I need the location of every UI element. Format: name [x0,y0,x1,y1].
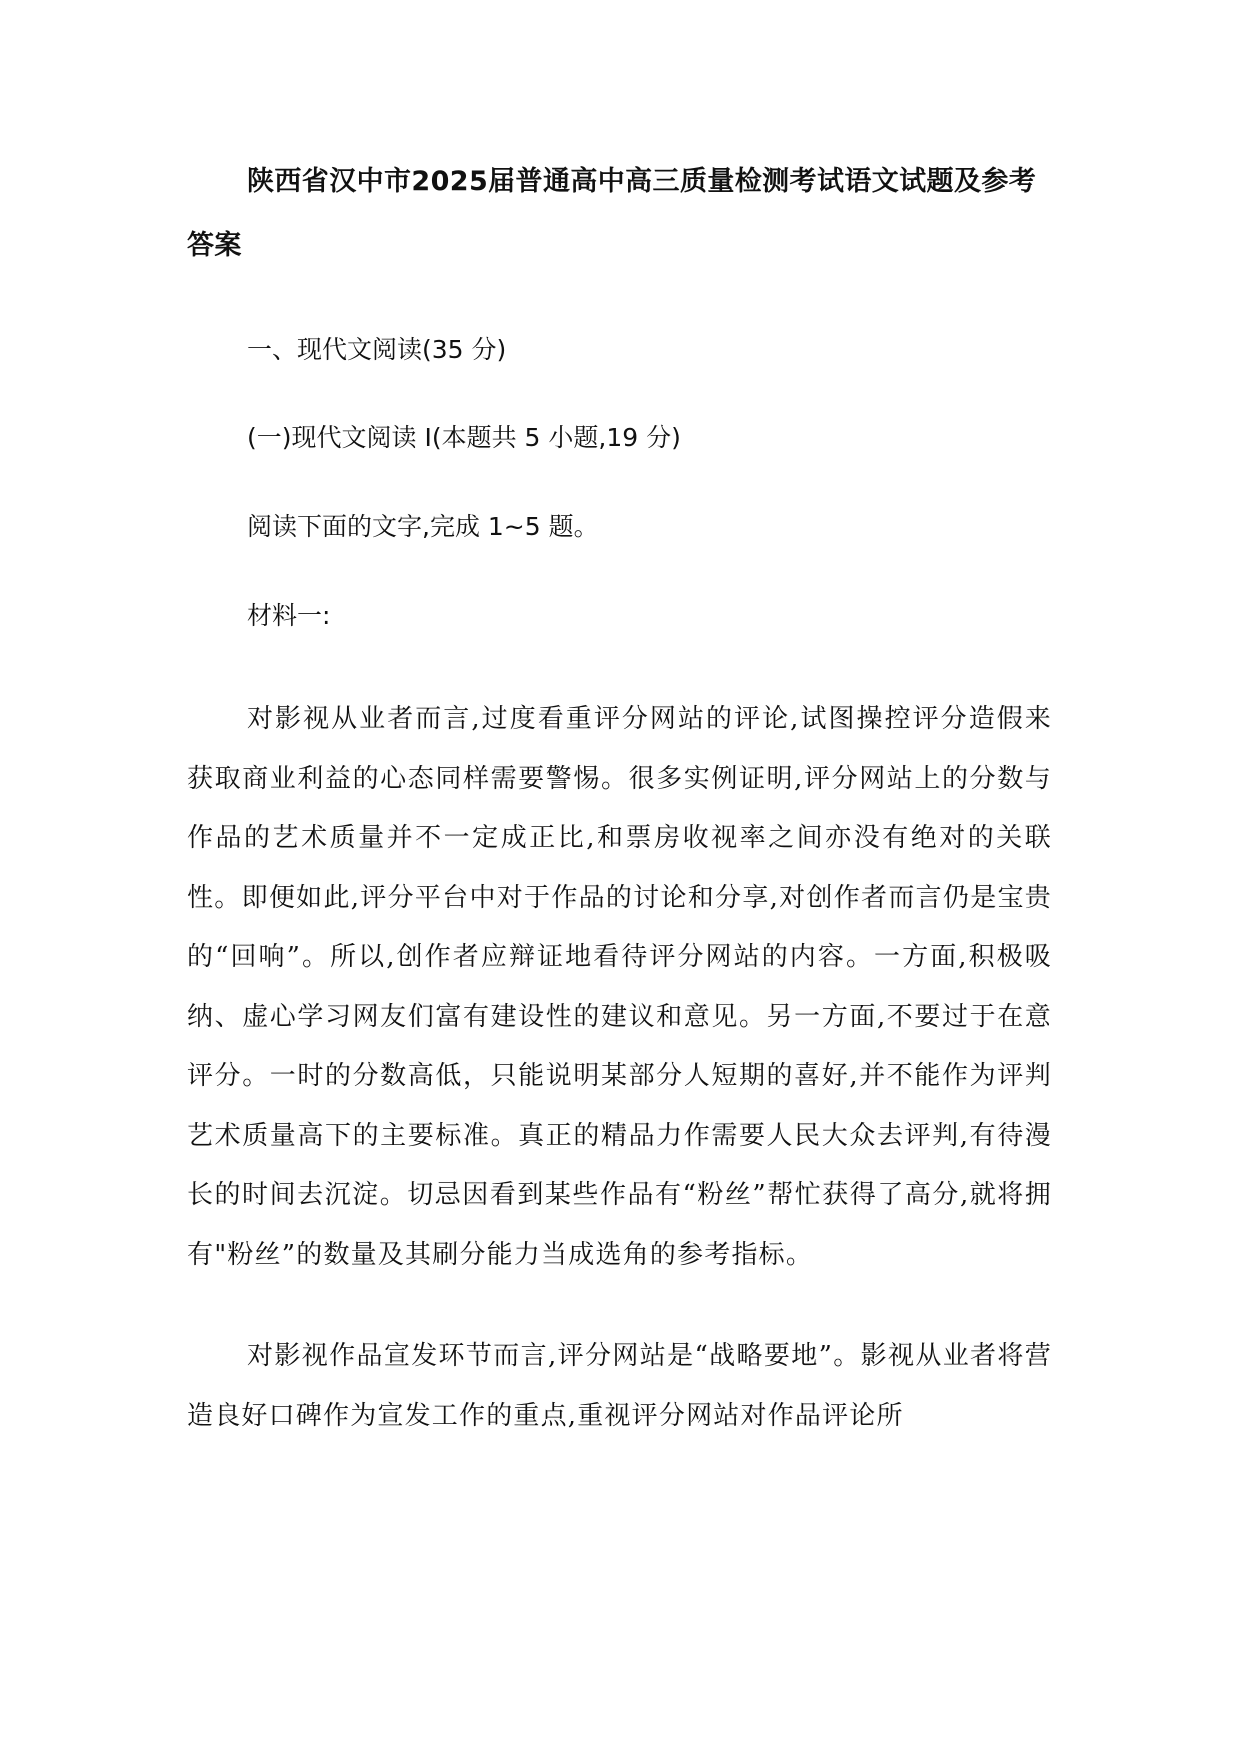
reading-instruction: 阅读下面的文字,完成 1~5 题。 [247,512,599,541]
subsection-heading: (一)现代文阅读 I(本题共 5 小题,19 分) [247,423,681,452]
body-paragraph: 对影视从业者而言,过度看重评分网站的评论,试图操控评分造假来获取商业利益的心态同样需要警惕。很多实例证明,评分网站上的分数与作品的艺术质量并不一定成正比,和票房收视率之间亦没有绝对的关联性。即便如此,评分平台中对于作品的讨论和分享,对创作者而言仍是宝贵的“回响”。所以,创作者应辩证地看待评分网站的内容。一方面,积极吸纳、虚心学习网友们富有建设性的建议和意见。另一方面,不要过于在意评分。一时的分数高低，只能说明某部分人短期的喜好,并不能作为评判艺术质量高下的主要标准。真正的精品力作需要人民大众去评判,有待漫长的时间去沉淀。切忌因看到某些作品有“粉丝”帮忙获得了高分,就将拥有"粉丝”的数量及其刷分能力当成选角的参考指标。 [187,704,1052,1270]
material-label: 材料一: [247,601,331,630]
document-body [187,150,1052,1446]
document-title: 陕西省汉中市2025届普通高中高三质量检测考试语文试题及参考答案 [187,166,1037,261]
body-paragraph: 对影视作品宣发环节而言,评分网站是“战略要地”。影视从业者将营造良好口碑作为宣发工作的重点,重视评分网站对作品评论所 [187,1341,1052,1431]
section-heading: 一、现代文阅读(35 分) [247,335,507,364]
